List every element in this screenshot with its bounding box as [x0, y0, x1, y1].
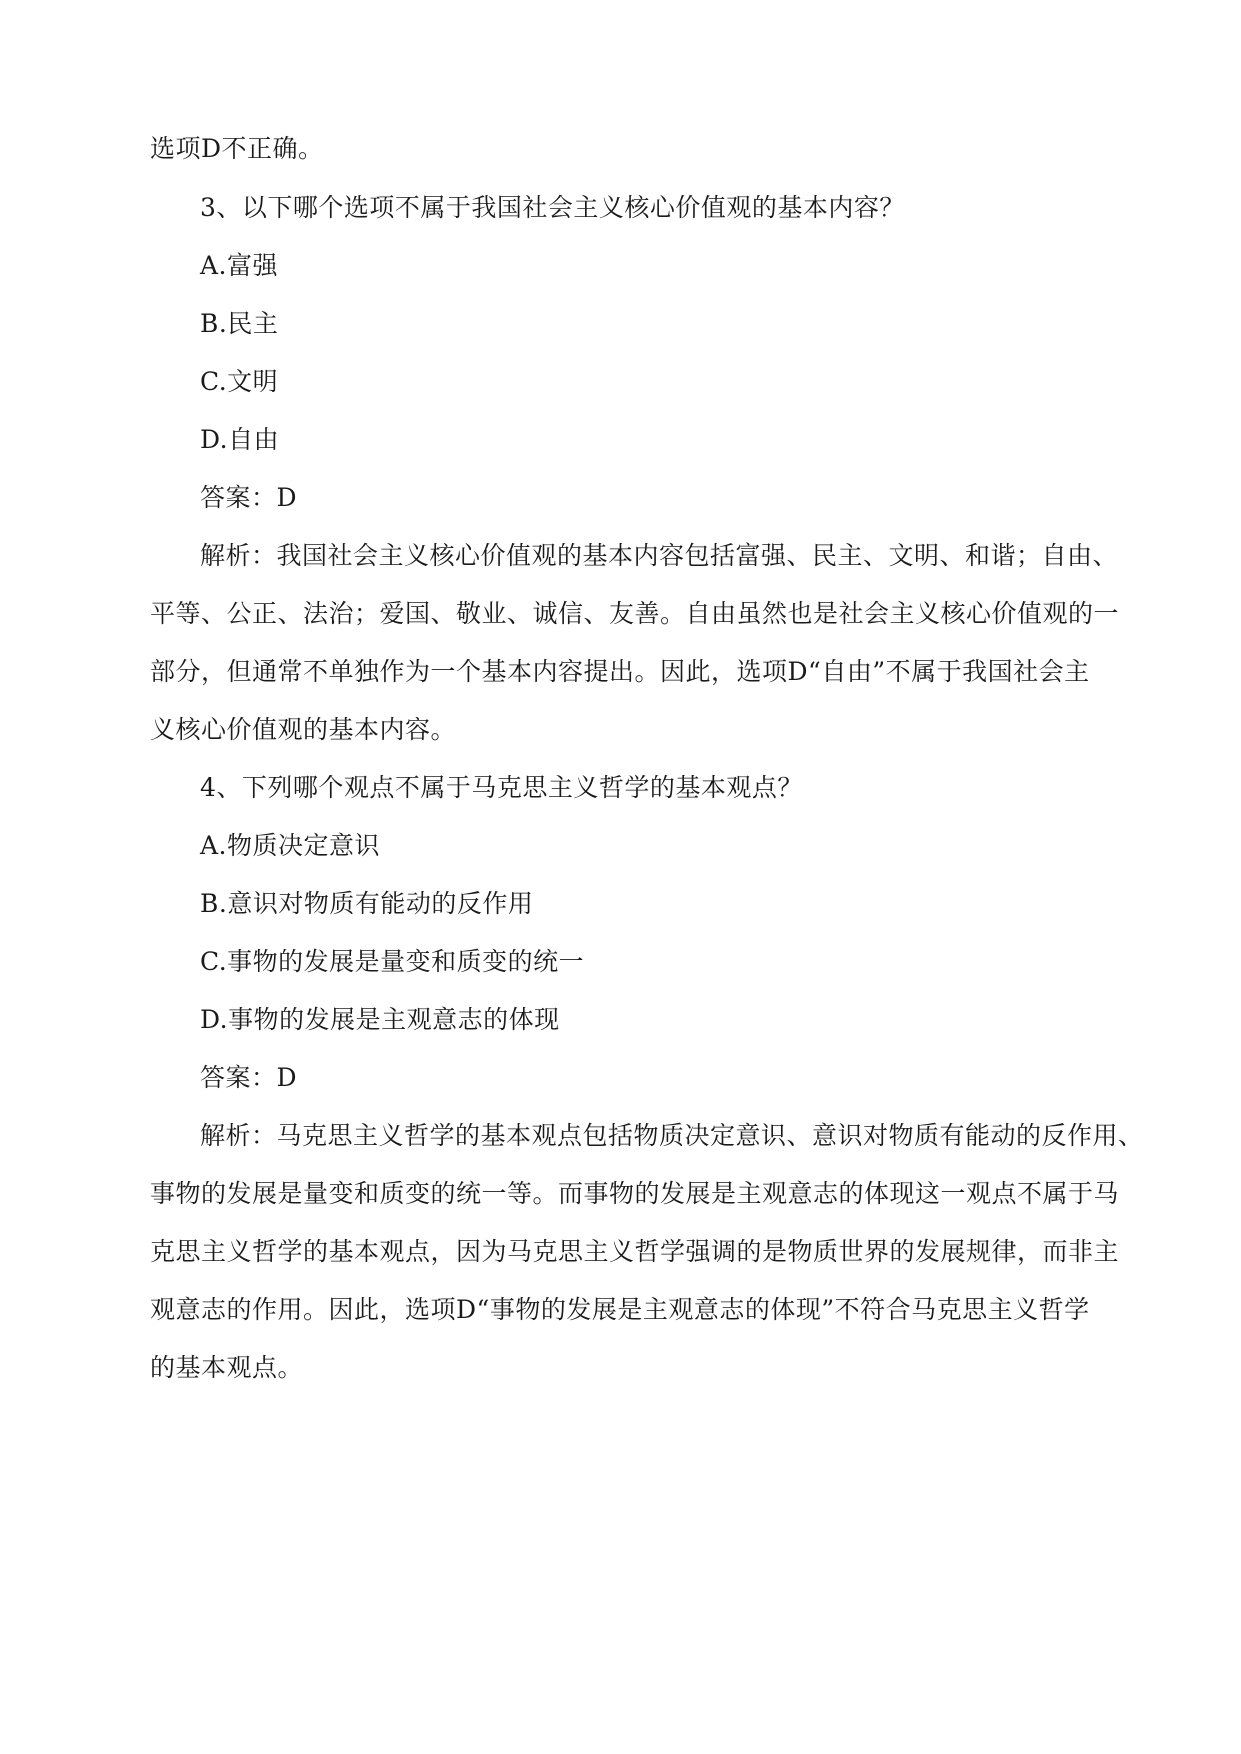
question-3-analysis-line: 部分，但通常不单独作为一个基本内容提出。因此，选项D“自由”不属于我国社会主	[150, 657, 1090, 686]
question-3-option-d: D.自由	[200, 425, 280, 454]
question-4-option-c: C.事物的发展是量变和质变的统一	[200, 947, 585, 976]
question-3-analysis: 解析：我国社会主义核心价值观的基本内容包括富强、民主、文明、和谐；自由、	[200, 541, 1119, 570]
question-3-analysis-line: 平等、公正、法治；爱国、敬业、诚信、友善。自由虽然也是社会主义核心价值观的一	[150, 599, 1120, 628]
question-4-title: 4、下列哪个观点不属于马克思主义哲学的基本观点？	[200, 773, 803, 802]
question-4-option-b: B.意识对物质有能动的反作用	[200, 889, 534, 918]
question-3-option-b: B.民主	[200, 309, 279, 338]
text-line: 选项D不正确。	[150, 134, 324, 163]
question-4-answer: 答案：D	[200, 1063, 298, 1092]
question-4-analysis-line: 事物的发展是量变和质变的统一等。而事物的发展是主观意志的体现这一观点不属于马	[150, 1179, 1120, 1208]
question-3-option-c: C.文明	[200, 367, 279, 396]
question-3-answer: 答案：D	[200, 483, 298, 512]
question-4-analysis-line: 观意志的作用。因此，选项D“事物的发展是主观意志的体现”不符合马克思主义哲学	[150, 1295, 1090, 1324]
question-4-option-d: D.事物的发展是主观意志的体现	[200, 1005, 560, 1034]
question-3-title: 3、以下哪个选项不属于我国社会主义核心价值观的基本内容？	[200, 193, 905, 222]
question-4-analysis-line: 的基本观点。	[150, 1353, 304, 1382]
question-3-option-a: A.富强	[200, 251, 279, 280]
question-4-analysis: 解析：马克思主义哲学的基本观点包括物质决定意识、意识对物质有能动的反作用、	[200, 1121, 1144, 1150]
question-4-analysis-line: 克思主义哲学的基本观点，因为马克思主义哲学强调的是物质世界的发展规律，而非主	[150, 1237, 1120, 1266]
question-3-analysis-line: 义核心价值观的基本内容。	[150, 715, 457, 744]
question-4-option-a: A.物质决定意识	[200, 831, 381, 860]
